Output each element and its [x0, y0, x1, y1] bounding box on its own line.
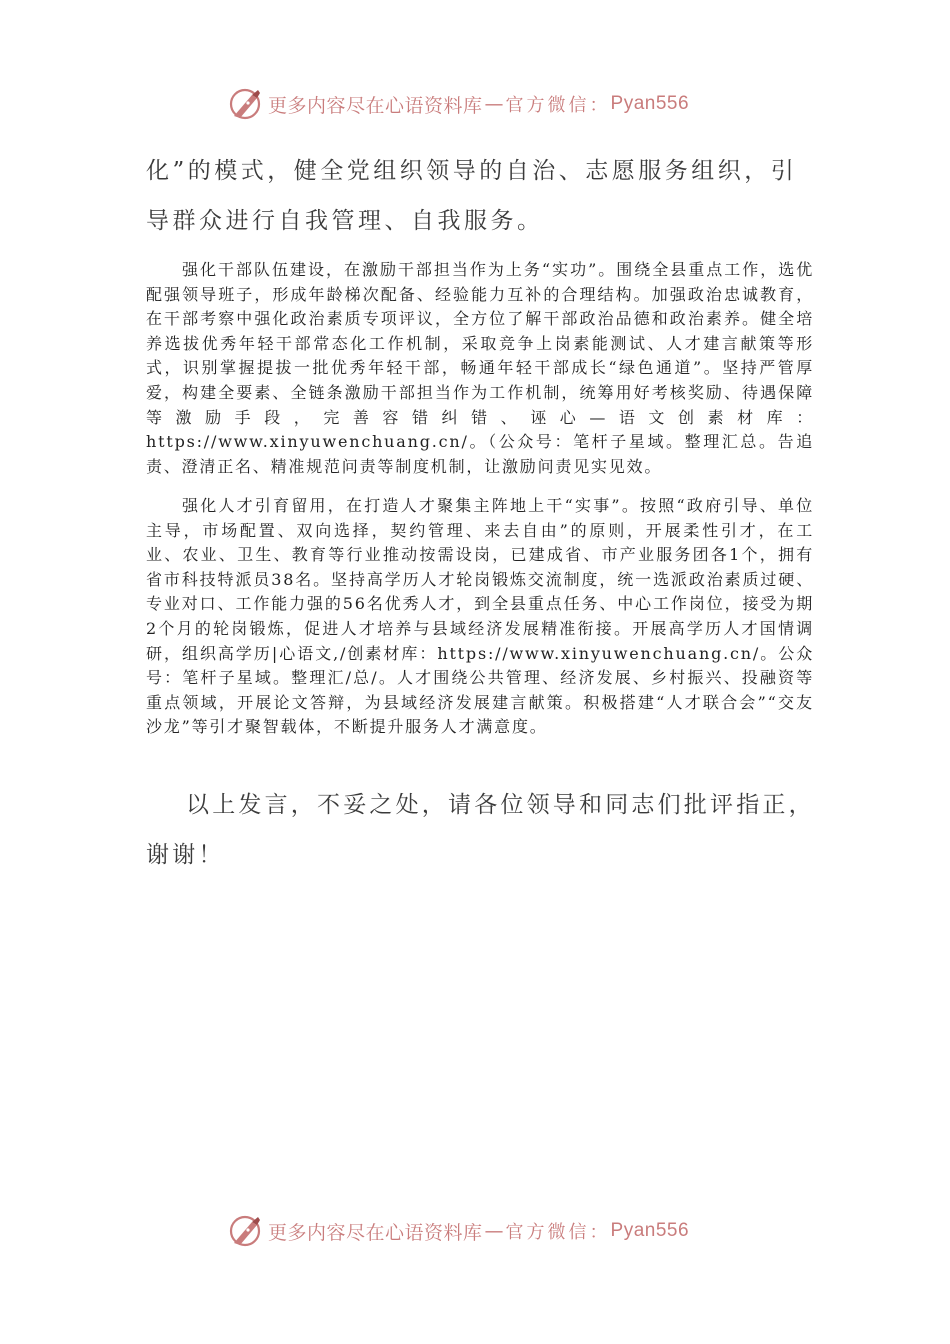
- paragraph-talent: 强化人才引育留用，在打造人才聚集主阵地上干“实事”。按照“政府引导、单位主导，市场配置、双向选择，契约管理、来去自由”的原则，开展柔性引才，在工业、农业、卫生、教育等行业推动按需设岗，已建成省、市产业服务团各1个，拥有省市科技特派员38名。坚持高学历人才轮岗锻炼交流制度，统一选派政治素质过硬、专业对口、工作能力强的56名优秀人才，到全县重点任务、中心工作岗位，接受为期2个月的轮岗锻炼，促进人才培养与县域经济发展精准衔接。开展高学历人才国情调研，组织高学历|心语文,/创素材库：https://www.xinyuwenchuang.cn/。公众号：笔杆子星域。整理汇/总/。人才围绕公共管理、经济发展、乡村振兴、投融资等重点领域，开展论文答辩，为县域经济发展建言献策。积极搭建“人才联合会”“交友沙龙”等引才聚智载体，不断提升服务人才满意度。: [146, 496, 814, 737]
- banner-wechat-id: Pyan556: [610, 93, 690, 114]
- banner-separator: —: [484, 1220, 504, 1242]
- banner-main-text: 更多内容尽在心语资料库: [268, 1221, 483, 1244]
- pen-nib-logo-icon: [228, 86, 264, 122]
- banner-separator: —: [484, 93, 504, 115]
- banner-main-text: 更多内容尽在心语资料库: [268, 94, 483, 117]
- paragraph-intro: 化”的模式，健全党组织领导的自治、志愿服务组织，引导群众进行自我管理、自我服务。: [146, 158, 798, 234]
- banner-wechat-id: Pyan556: [610, 1220, 690, 1241]
- footer-banner: [228, 1211, 728, 1251]
- banner-wechat-label: 官方微信：: [505, 95, 611, 116]
- paragraph-cadre: 强化干部队伍建设，在激励干部担当作为上务“实功”。围绕全县重点工作，选优配强领导班子，形成年龄梯次配备、经验能力互补的合理结构。加强政治忠诚教育，在干部考察中强化政治素质专项评议，全方位了解干部政治品德和政治素养。健全培养选拔优秀年轻干部常态化工作机制，采取竞争上岗素能测试、人才建言献策等形式，识别掌握提拔一批优秀年轻干部，畅通年轻干部成长“绿色通道”。坚持严管厚爱，构建全要素、全链条激励干部担当作为工作机制，统筹用好考核奖励、待遇保障等激励手段，完善容错纠错、诬心—语文创素材库：https://www.xinyuwenchuang.cn/。（公众号：笔杆子星域。整理汇总。告追责、澄清正名、精准规范问责等制度机制，让激励问责见实见效。: [146, 260, 814, 476]
- pen-nib-logo-icon: [228, 1213, 264, 1249]
- banner-wechat-label: 官方微信：: [505, 1222, 611, 1243]
- paragraph-closing: 以上发言，不妥之处，请各位领导和同志们批评指正，谢谢！: [146, 792, 815, 868]
- header-banner: [228, 84, 728, 124]
